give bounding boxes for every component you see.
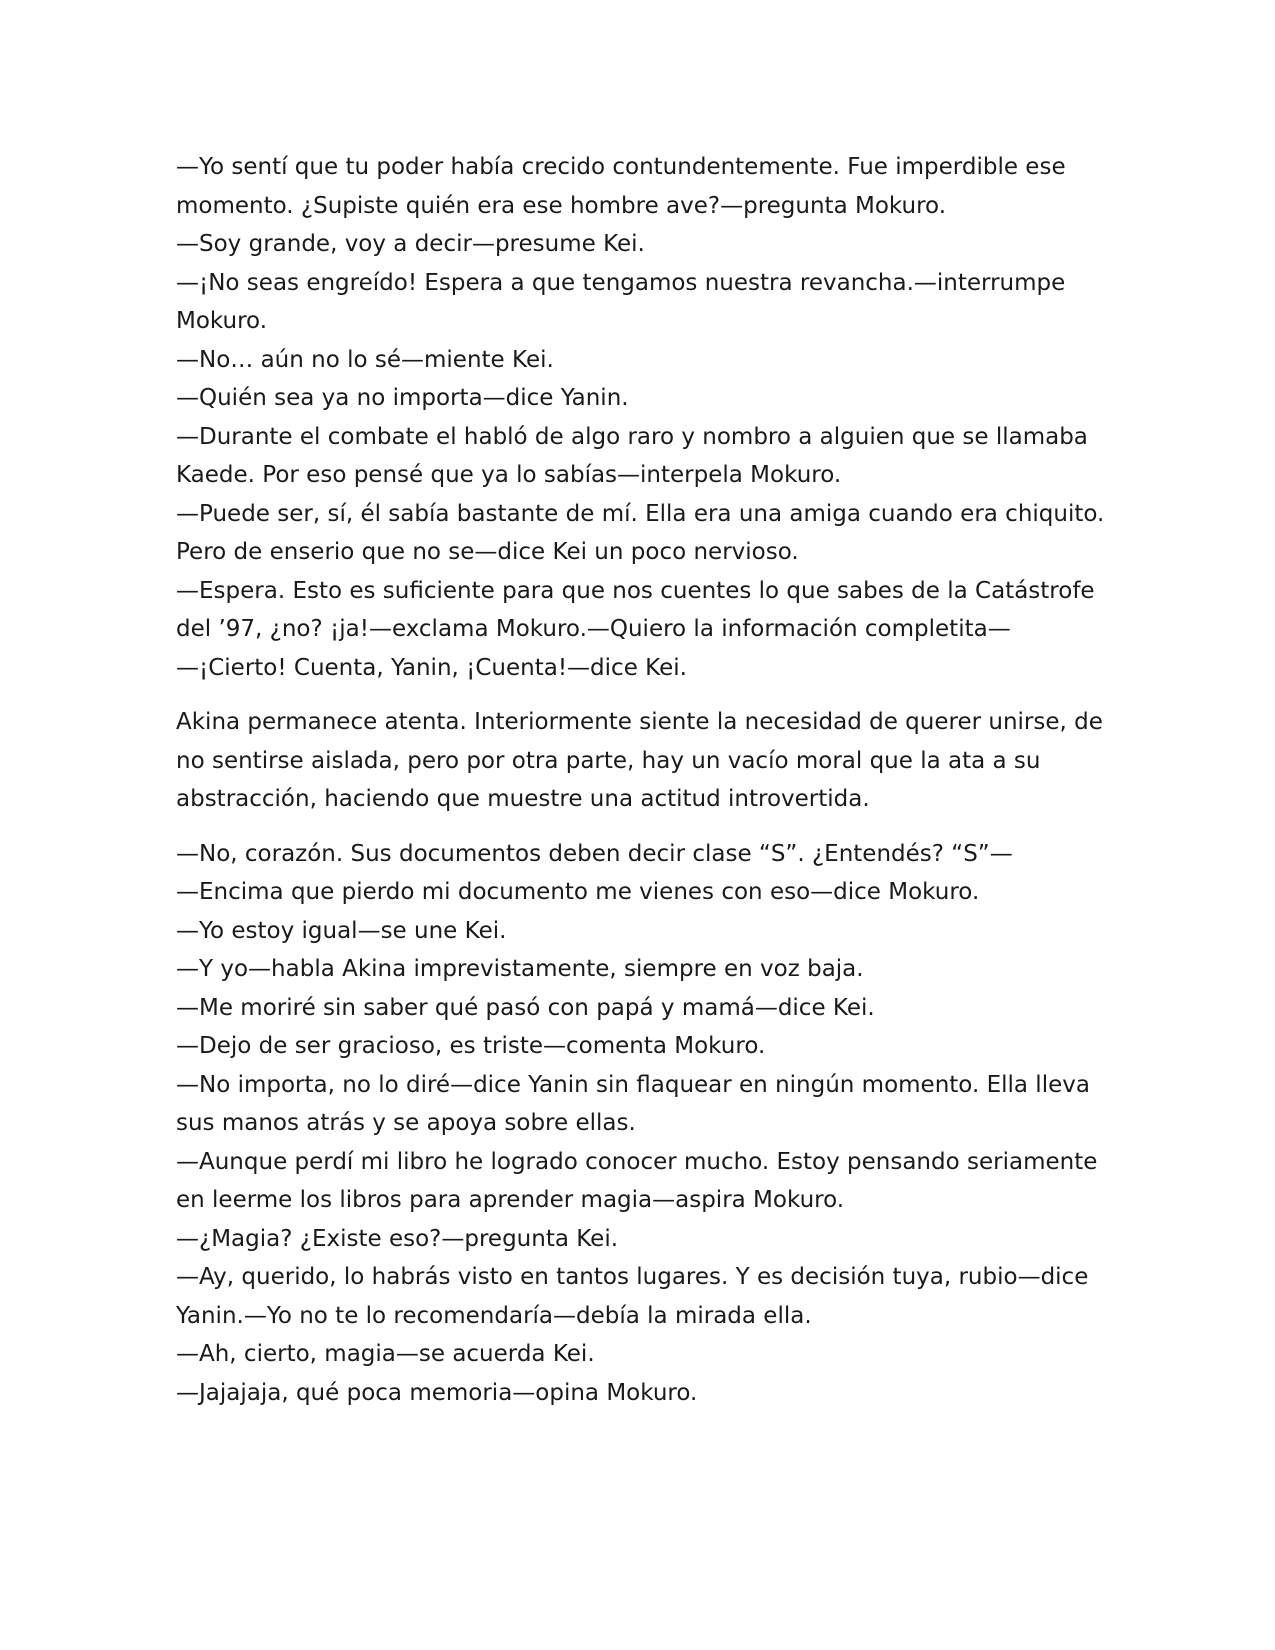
dialogue-line: —Dejo de ser gracioso, es triste—comenta Mokuro. — [176, 1033, 766, 1059]
dialogue-line: —No… aún no lo sé—miente Kei. — [176, 346, 554, 373]
dialogue-line: —No, corazón. Sus documentos deben decir clase “S”. ¿Entendés? “S”— — [176, 840, 1013, 867]
dialogue-line: —Aunque perdí mi libro he logrado conocer mucho. Estoy pensando seriamente en leerme los libros para aprender magia—aspira Mokuro. — [176, 1148, 1098, 1213]
dialogue-line: —Durante el combate el habló de algo raro y nombro a alguien que se llamaba Kaede. Por eso pensé que ya lo sabías—interpela Mokuro. — [176, 423, 1088, 488]
dialogue-line: —Ah, cierto, magia—se acuerda Kei. — [176, 1341, 595, 1367]
dialogue-line: —¡No seas engreído! Espera a que tengamos nuestra revancha.—interrumpe Mokuro. — [176, 269, 1066, 334]
document-body — [176, 148, 1106, 1412]
dialogue-line: —Yo sentí que tu poder había crecido contundentemente. Fue imperdible ese momento. ¿Supiste quién era ese hombre ave?—pregunta Mokuro. — [176, 154, 1066, 219]
dialogue-line: —Soy grande, voy a decir—presume Kei. — [176, 231, 645, 257]
dialogue-line: —Y yo—habla Akina imprevistamente, siempre en voz baja. — [176, 956, 864, 982]
narrative-paragraph: Akina permanece atenta. Interiormente siente la necesidad de querer unirse, de no sentirse aislada, pero por otra parte, hay un vacío moral que la ata a su abstracción, haciendo que muestre una actitud introvertida. — [176, 709, 1103, 812]
dialogue-line: —¡Cierto! Cuenta, Yanin, ¡Cuenta!—dice Kei. — [176, 654, 687, 681]
dialogue-line: —Yo estoy igual—se une Kei. — [176, 917, 507, 944]
dialogue-line: —¿Magia? ¿Existe eso?—pregunta Kei. — [176, 1225, 619, 1252]
dialogue-line: —Puede ser, sí, él sabía bastante de mí. Ella era una amiga cuando era chiquito. Pero de enserio que no se—dice Kei un poco nervioso. — [176, 500, 1105, 565]
dialogue-line: —Quién sea ya no importa—dice Yanin. — [176, 385, 629, 411]
dialogue-line: —Espera. Esto es suficiente para que nos cuentes lo que sabes de la Catástrofe del ’97, ¿no? ¡ja!—exclama Mokuro.—Quiero la información completita— — [176, 577, 1095, 642]
dialogue-line: —No importa, no lo diré—dice Yanin sin flaquear en ningún momento. Ella lleva sus manos atrás y se apoya sobre ellas. — [176, 1071, 1090, 1136]
dialogue-line: —Jajajaja, qué poca memoria—opina Mokuro. — [176, 1379, 698, 1406]
dialogue-line: —Ay, querido, lo habrás visto en tantos lugares. Y es decisión tuya, rubio—dice Yanin.—Yo no te lo recomendaría—debía la mirada ella. — [176, 1264, 1089, 1329]
dialogue-line: —Me moriré sin saber qué pasó con papá y mamá—dice Kei. — [176, 994, 875, 1021]
dialogue-line: —Encima que pierdo mi documento me vienes con eso—dice Mokuro. — [176, 879, 980, 905]
